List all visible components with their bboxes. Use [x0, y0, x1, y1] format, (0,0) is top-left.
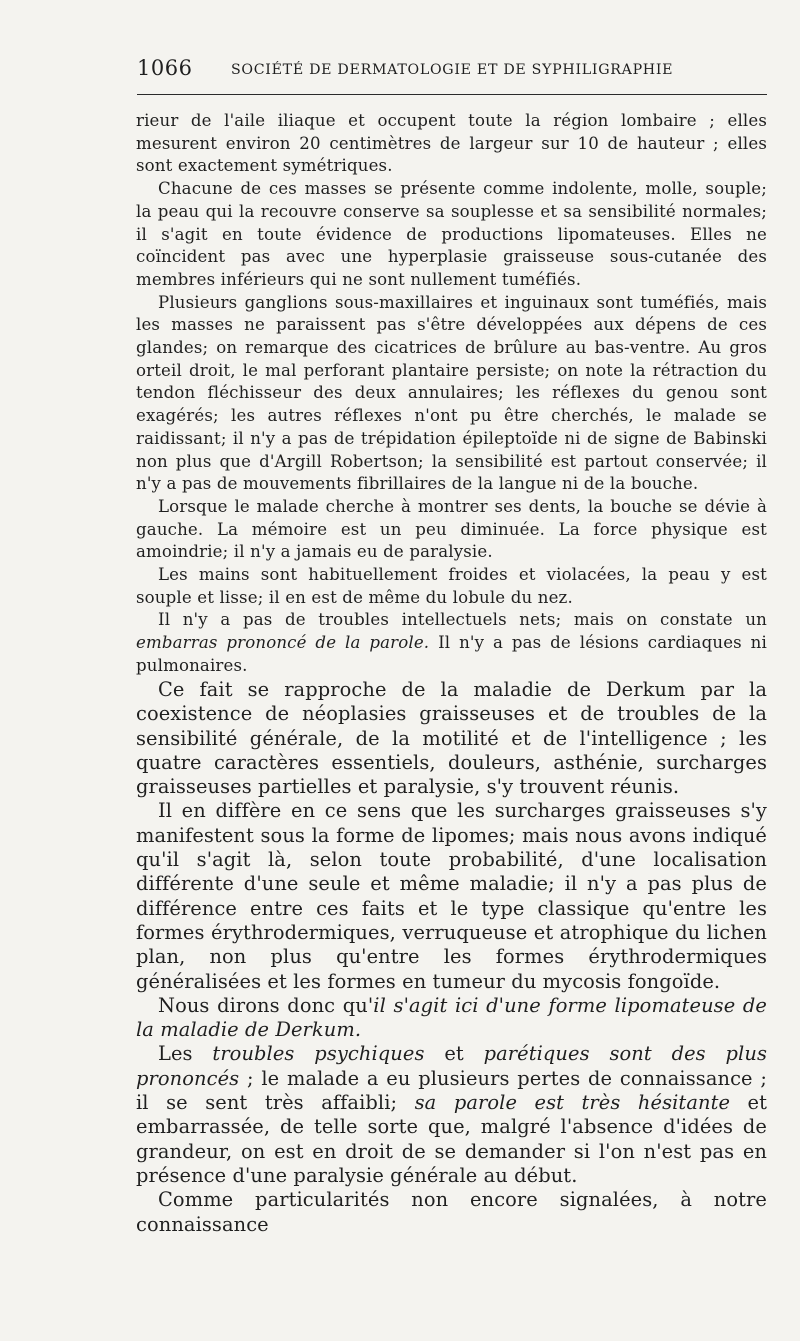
- text-run: Il n'y a pas de troubles intellectuels nets; mais on constate un: [158, 610, 767, 630]
- text-run: et: [424, 1042, 484, 1066]
- paragraph: Il en diffère en ce sens que les surcharges graisseuses s'y manifestent sous la forme de lipomes; mais nous avons indiqué qu'il s'agit là, selon toute probabilité, d'une localisation différente d'une seule et même maladie; il n'y a pas plus de différence entre ces faits et le type classique qu'entre les formes érythrodermiques, verruqueuse et atrophique du lichen plan, non plus qu'entre les formes érythrodermiques généralisées et les formes en tumeur du mycosis fongoïde.: [136, 799, 767, 993]
- text-run: Les: [158, 1042, 213, 1066]
- paragraph: Ce fait se rapproche de la maladie de Derkum par la coexistence de néoplasies graisseuses et de troubles de la sensibilité générale, de la motilité et de l'intelligence ; les quatre caractères essentiels, douleurs, asthénie, surcharges graisseuses partielles et paralysie, s'y trouvent réunis.: [136, 678, 767, 799]
- paragraph: Les mains sont habituellement froides et violacées, la peau y est souple et lisse; il en est de même du lobule du nez.: [136, 565, 767, 607]
- header-rule: [137, 94, 767, 95]
- paragraph: [136, 609, 767, 677]
- commentary-text: [136, 678, 767, 1237]
- italic-run: sa parole est très hésitante: [414, 1091, 731, 1115]
- italic-run: parétiques sont des plus prononcés: [136, 1042, 767, 1090]
- paragraph: [136, 994, 767, 1043]
- italic-run: il s'agit ici d'une forme lipomateuse de la maladie de Derkum.: [136, 993, 767, 1042]
- text-run: Il n'y a pas de lésions cardiaques ni pulmonaires.: [136, 633, 767, 675]
- text-run: et embarrassée, de telle sorte que, malgré l'absence d'idées de grandeur, on est en droit de se demander si l'on n'est pas en présence d'une paralysie générale au début.: [136, 1091, 768, 1187]
- paragraph: Comme particularités non encore signalées, à notre connaissance: [136, 1188, 767, 1236]
- text-run: ; le malade a eu plusieurs pertes de connaissance ; il se sent très affaibli;: [136, 1066, 767, 1115]
- running-title: SOCIÉTÉ DE DERMATOLOGIE ET DE SYPHILIGRAPHIE: [231, 62, 674, 78]
- paragraph: Plusieurs ganglions sous-maxillaires et inguinaux sont tuméfiés, mais les masses ne paraissent pas s'être développées aux dépens de ces glandes; on remarque des cicatrices de brûlure au bas-ventre. Au gros orteil droit, le mal perforant plantaire persiste; on note la rétraction du tendon fléchisseur des deux annulaires; les réflexes du genou sont exagérés; les autres réflexes n'ont pu être cherchés, le malade se raidissant; il n'y a pas de trépidation épileptoïde ni de signe de Babinski non plus que d'Argill Robertson; la sensibilité est partout conservée; il n'y a pas de mouvements fibrillaires de la langue ni de la bouche.: [136, 292, 767, 494]
- italic-run: troubles psychiques: [212, 1042, 425, 1066]
- paragraph: Lorsque le malade cherche à montrer ses dents, la bouche se dévie à gauche. La mémoire est un peu diminuée. La force physique est amoindrie; il n'y a jamais eu de paralysie.: [136, 496, 767, 562]
- paragraph: [136, 1042, 767, 1188]
- paragraph: Chacune de ces masses se présente comme indolente, molle, souple; la peau qui la recouvre conserve sa souplesse et sa sensibilité normales; il s'agit en toute évidence de productions lipomateuses. Elles ne coïncident pas avec une hyperplasie graisseuse sous-cutanée des membres inférieurs qui ne sont nullement tuméfiés.: [136, 179, 767, 289]
- page-number: 1066: [137, 56, 193, 80]
- paragraph: rieur de l'aile iliaque et occupent toute la région lombaire ; elles mesurent environ 20 centimètres de largeur sur 10 de hauteur ; elles sont exactement symétriques.: [136, 111, 767, 176]
- page-header: [137, 56, 767, 86]
- italic-run: embarras prononcé de la parole.: [136, 633, 430, 653]
- case-report-text: [136, 110, 767, 678]
- text-run: Nous dirons donc qu': [158, 993, 374, 1017]
